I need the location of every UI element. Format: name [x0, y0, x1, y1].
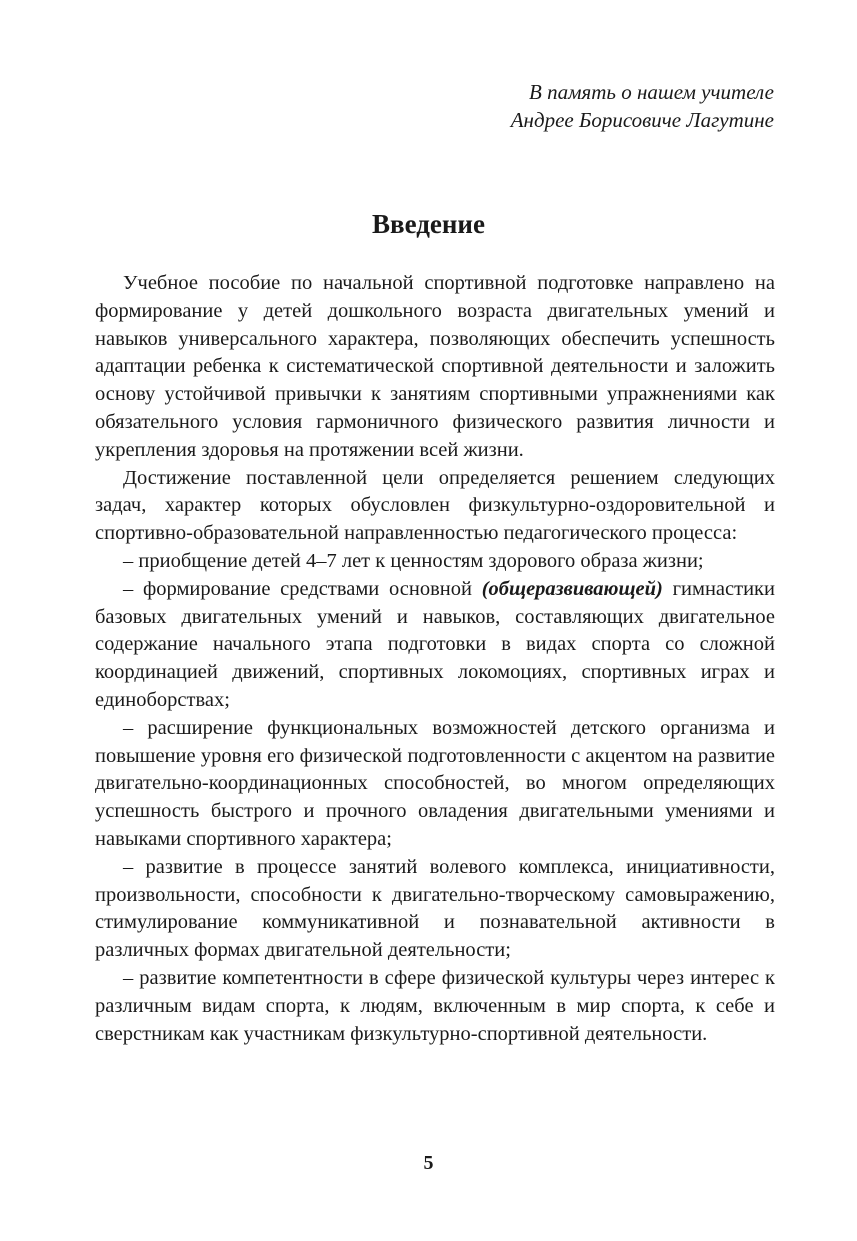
- paragraph-goals: Достижение поставленной цели определяется решением следующих задач, характер которых обусловлен физкультурно-оздоровительной и спортивно-образовательной направленностью педагогического процесса:: [95, 466, 775, 545]
- page-number: 5: [423, 1152, 434, 1174]
- list-item-competence: – развитие компетентности в сфере физической культуры через интерес к различным видам спорта, к людям, включенным в мир спорта, к себе и сверстникам как участникам физкультурно-спортивной деятельности.: [95, 966, 775, 1045]
- list-item-gymnastics-end: гимнастики базовых двигательных умений и навыков, составляющих двигательное содержание начального этапа подготовки в видах спорта со сложной координацией движений, спортивных локомоциях, спортивных играх и единоборствах;: [95, 577, 775, 711]
- emphasis-term: (общеразвивающей): [481, 577, 663, 600]
- list-item-healthy-lifestyle: – приобщение детей 4–7 лет к ценностям здорового образа жизни;: [123, 549, 704, 572]
- epigraph: [511, 78, 774, 134]
- body-text: [95, 270, 775, 1048]
- list-item-volitional-development: – развитие в процессе занятий волевого комплекса, инициативности, произвольности, способности к двигательно-творческому самовыражению, стимулирование коммуникативной и познавательной активности в различных формах двигательной деятельности;: [95, 855, 775, 962]
- list-item-gymnastics: [95, 576, 775, 715]
- paragraph-intro: Учебное пособие по начальной спортивной подготовке направлено на формирование у детей дошкольного возраста двигательных умений и навыков универсального характера, позволяющих обеспечить успешность адаптации ребенка к систематической спортивной деятельности и заложить основу устойчивой привычки к занятиям спортивными упражнениями как обязательного условия гармоничного физического развития личности и укрепления здоровья на протяжении всей жизни.: [95, 272, 775, 461]
- epigraph-line-2: Андрее Борисовиче Лагутине: [510, 108, 774, 132]
- list-item-gymnastics-start: – формирование средствами основной: [123, 577, 482, 600]
- list-item-functional-abilities: – расширение функциональных возможностей детского организма и повышение уровня его физической подготовленности с акцентом на развитие двигательно-координационных способностей, во многом определяющих успешность быстрого и прочного овладения двигательными умениями и навыками спортивного характера;: [95, 716, 775, 850]
- page-title: Введение: [372, 209, 485, 239]
- epigraph-line-1: В память о нашем учителе: [529, 80, 774, 104]
